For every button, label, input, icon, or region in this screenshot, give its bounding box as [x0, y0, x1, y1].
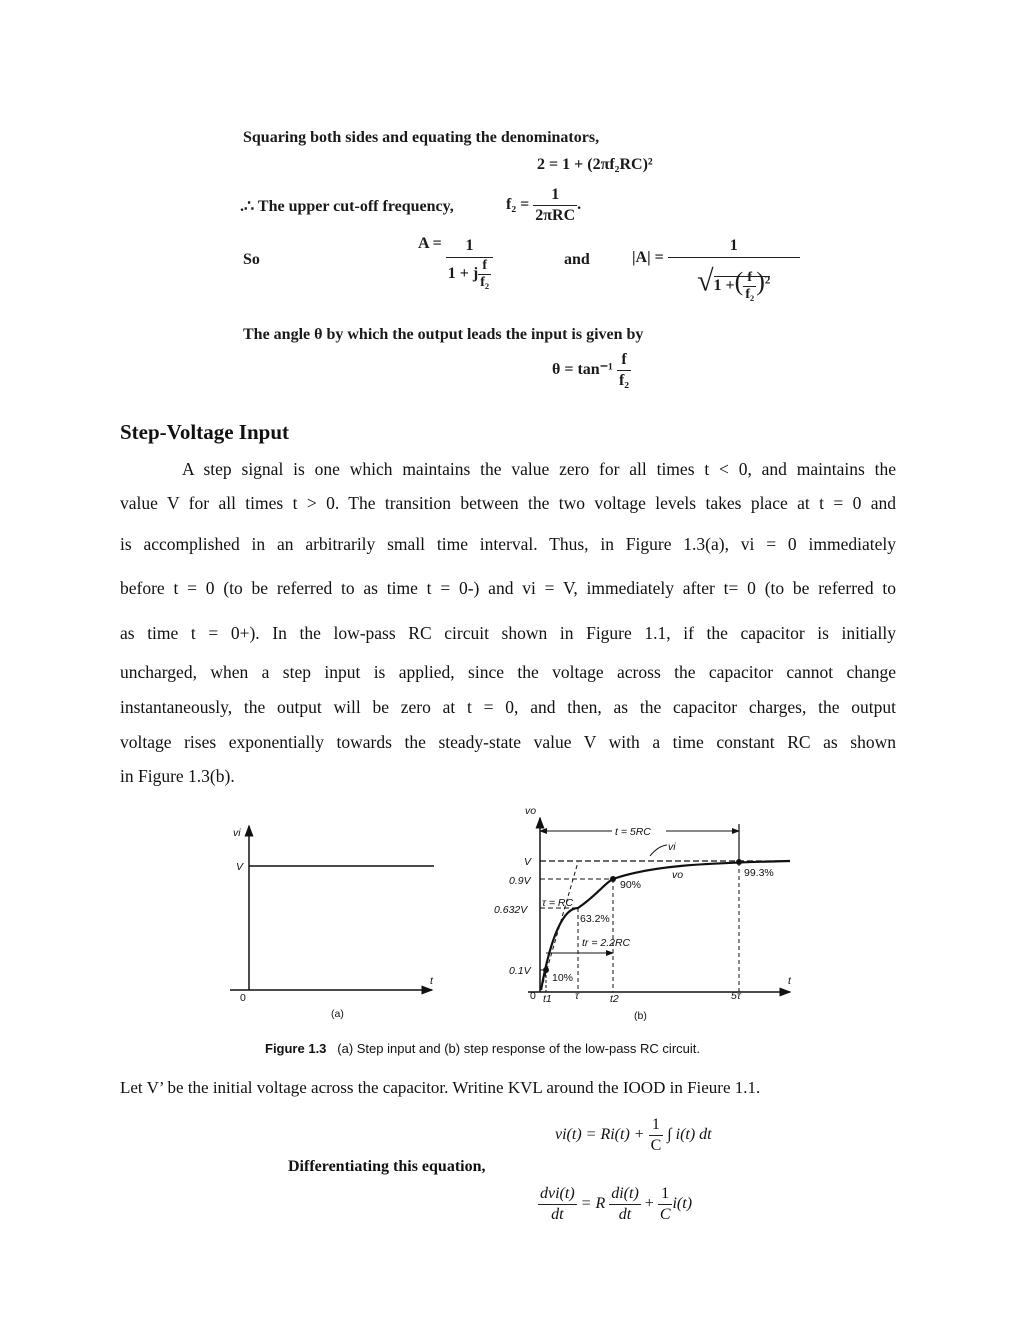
- d-mid: = R: [580, 1195, 606, 1213]
- x-tick-t2: t2: [610, 993, 619, 1005]
- magnitude-num: 1: [668, 235, 800, 258]
- kvl-sentence: Let V’ be the initial voltage across the capacitor. Writine KVL around the IOOD in Fieure 1.1.: [120, 1078, 761, 1097]
- body-line-3: is accomplished in an arbitrarily small time interval. Thus, in Figure 1.3(a), vi = 0 immediately: [120, 534, 896, 554]
- diff-equation: [538, 1184, 692, 1225]
- tr-label: tr = 2.2RC: [582, 937, 631, 949]
- x-tick-tau: τ: [575, 990, 579, 1002]
- panel-a-x-label: t: [430, 975, 433, 987]
- gain-num: 1: [446, 235, 493, 258]
- body-line-1: A step signal is one which maintains the value zero for all times t < 0, and maintains the: [182, 459, 896, 479]
- gain-lhs: A =: [418, 235, 442, 252]
- angle-num: f: [617, 350, 631, 371]
- d1-den: dt: [551, 1206, 564, 1223]
- panel-b: [494, 805, 792, 1022]
- magnitude-lhs: |A| =: [632, 249, 664, 266]
- equation-squared: 2 = 1 + (2πf₂RC)²: [537, 156, 653, 173]
- magnitude-den-prefix: 1 +: [713, 277, 735, 295]
- body-line-7: instantaneously, the output will be zero at t = 0, and then, as the capacitor charges, the output: [120, 697, 896, 717]
- magnitude-exponent: 2: [764, 275, 771, 287]
- label-10: 10%: [552, 972, 574, 984]
- d-plus: +: [644, 1195, 654, 1213]
- kvl-fraction: [649, 1115, 664, 1156]
- panel-b-label: (b): [634, 1010, 647, 1022]
- d2-den: dt: [618, 1206, 632, 1223]
- y-tick-V: V: [524, 856, 532, 868]
- d3-num: 1: [658, 1184, 673, 1205]
- cutoff-line: .∴ The upper cut-off frequency,: [240, 198, 454, 215]
- magnitude-den-den: f₂: [745, 287, 755, 303]
- kvl-lhs: vi(t) = Ri(t) +: [555, 1126, 645, 1144]
- x-tick-0: 0: [530, 990, 536, 1002]
- kvl-frac-den: C: [650, 1137, 662, 1154]
- body-line-6: uncharged, when a step input is applied, since the voltage across the capacitor cannot change: [120, 662, 896, 682]
- section-heading: Step-Voltage Input: [120, 420, 290, 444]
- panel-a-label: (a): [331, 1008, 344, 1020]
- label-90: 90%: [620, 879, 642, 891]
- gain-den-prefix: 1 + j: [447, 265, 479, 283]
- y-tick-0.1V: 0.1V: [509, 965, 531, 977]
- tau-label: τ = RC: [542, 897, 574, 909]
- panel-a: [230, 826, 434, 1020]
- kvl-integral: ∫ i(t) dt: [667, 1126, 712, 1144]
- d2-fraction: [609, 1184, 641, 1225]
- point-10: [543, 967, 549, 973]
- y-tick-0.9V: 0.9V: [509, 875, 531, 887]
- cutoff-den: 2πRC: [535, 207, 576, 224]
- body-line-4: before t = 0 (to be referred to as time t = 0-) and vi = V, immediately after t= 0 (to be referred to: [120, 578, 896, 598]
- angle-lhs: θ = tan⁻¹: [552, 361, 613, 379]
- d1-fraction: [538, 1184, 577, 1225]
- derivation-line-1: Squaring both sides and equating the denominators,: [243, 129, 600, 146]
- and-label: and: [564, 251, 590, 268]
- diff-text: Differentiating this equation,: [288, 1158, 486, 1175]
- angle-den: f₂: [618, 372, 630, 389]
- label-63: 63.2%: [580, 913, 610, 925]
- kvl-equation: [555, 1115, 712, 1156]
- figure-caption: [265, 1041, 700, 1056]
- body-line-9: in Figure 1.3(b).: [120, 766, 235, 786]
- point-90: [610, 876, 616, 882]
- point-99: [736, 859, 742, 865]
- label-99: 99.3%: [744, 867, 774, 879]
- panel-a-origin: 0: [240, 992, 246, 1004]
- vi-pointer: [650, 845, 667, 856]
- gain-den-num: f: [478, 258, 491, 275]
- y-tick-0.632V: 0.632V: [494, 904, 528, 916]
- cutoff-lhs: f₂ =: [506, 196, 530, 214]
- d3-den: C: [659, 1206, 671, 1223]
- vi-curve-label: vi: [668, 841, 676, 853]
- magnitude-den-num: f: [743, 270, 756, 287]
- x-tick-t1: t1: [543, 993, 552, 1005]
- panel-a-y-label: vi: [233, 827, 241, 839]
- angle-line: The angle θ by which the output leads the input is given by: [243, 326, 644, 343]
- caption-number: Figure 1.3: [265, 1041, 327, 1056]
- body-line-8: voltage rises exponentially towards the steady-state value V with a time constant RC as shown: [120, 732, 896, 752]
- vo-curve-label: vo: [672, 869, 684, 881]
- body-line-2: value V for all times t > 0. The transition between the two voltage levels takes place at t = 0 and: [120, 493, 896, 513]
- so-label: So: [243, 251, 260, 268]
- d-tail: i(t): [672, 1195, 693, 1213]
- d2-num: di(t): [609, 1184, 641, 1205]
- span-label: t = 5RC: [615, 826, 651, 838]
- cutoff-formula: f₂ = $\frac{1}{\text{2πRC}}$ .: [506, 186, 582, 224]
- sqrt-body: 1 +( $\frac{f}{\text{f₂}}$ )$^2$: [713, 267, 771, 303]
- x-tick-5tau: 5τ: [731, 990, 741, 1002]
- d1-num: dvi(t): [538, 1184, 577, 1205]
- panel-b-y-label: vo: [525, 805, 537, 817]
- cutoff-num: 1: [533, 185, 577, 206]
- gain-den-den: f₂: [480, 275, 490, 290]
- d3-fraction: [658, 1184, 673, 1225]
- body-line-5: as time t = 0+). In the low-pass RC circuit shown in Figure 1.1, if the capacitor is initially: [120, 623, 896, 643]
- sqrt-icon: √: [697, 264, 714, 298]
- kvl-frac-num: 1: [649, 1115, 664, 1136]
- panel-b-x-label: t: [788, 975, 791, 987]
- caption-text: (a) Step input and (b) step response of the low-pass RC circuit.: [337, 1041, 700, 1056]
- panel-a-level-label: V: [236, 861, 244, 873]
